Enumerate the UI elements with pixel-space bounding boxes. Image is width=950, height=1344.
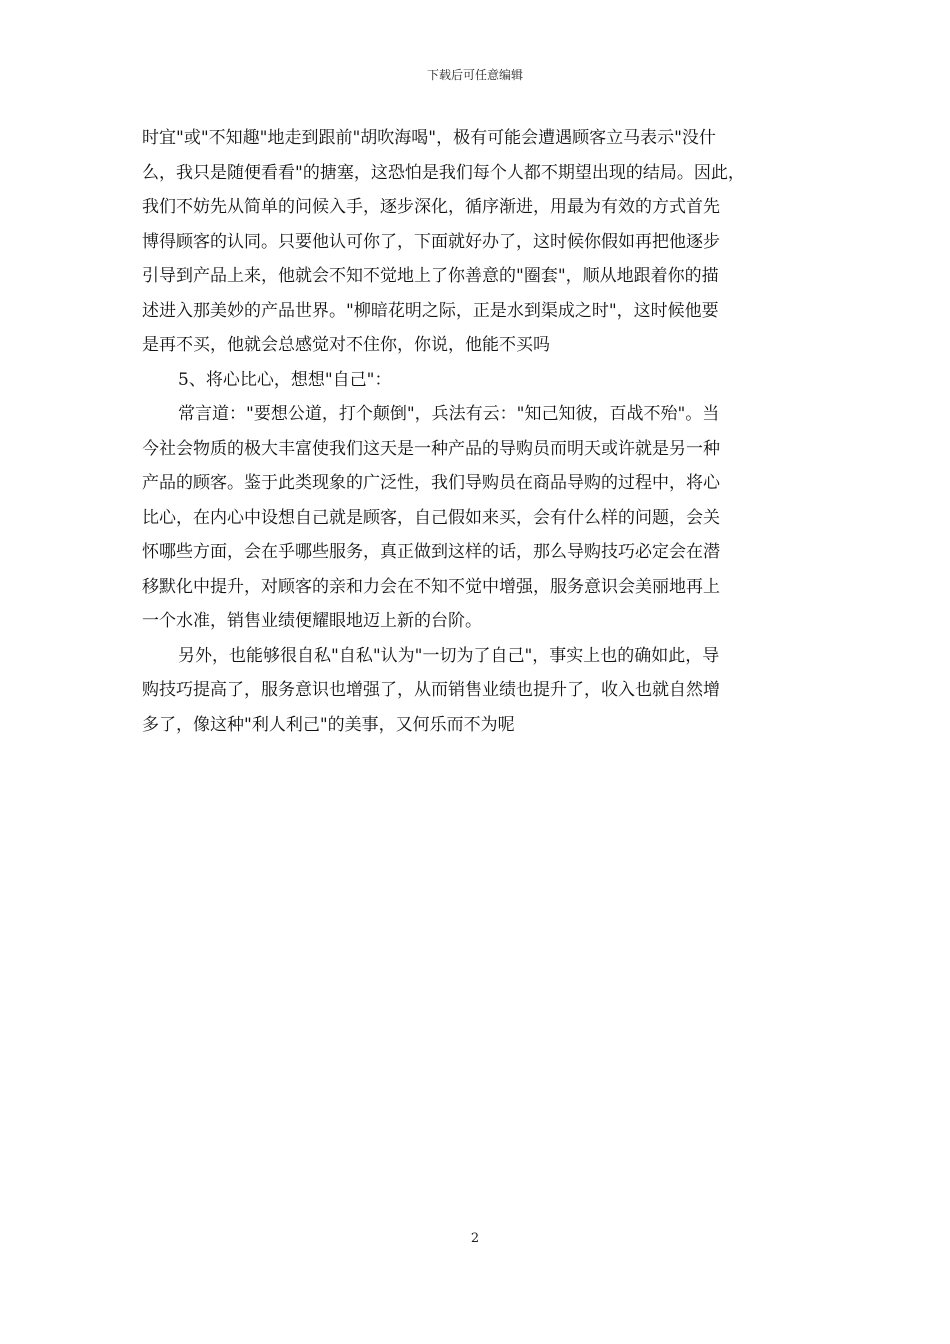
heading-line: 5、将心比心，想想"自己"：	[178, 369, 392, 390]
section-heading	[142, 363, 818, 398]
document-body	[142, 121, 818, 742]
text-line: 移默化中提升，对顾客的亲和力会在不知不觉中增强，服务意识会美丽地再上	[142, 576, 720, 597]
page-header: 下载后可任意编辑	[426, 68, 523, 82]
text-line: 比心，在内心中设想自己就是顾客，自己假如来买，会有什么样的问题，会关	[142, 507, 720, 528]
text-line: 产品的顾客。鉴于此类现象的广泛性，我们导购员在商品导购的过程中，将心	[142, 473, 720, 493]
paragraph	[142, 639, 818, 743]
text-line: 述进入那美妙的产品世界。"柳暗花明之际，正是水到渠成之时"，这时候他要	[142, 300, 719, 321]
text-line: 购技巧提高了，服务意识也增强了，从而销售业绩也提升了，收入也就自然增	[142, 680, 720, 700]
text-line: 时宜"或"不知趣"地走到跟前"胡吹海喝"，极有可能会遭遇顾客立马表示"没什	[142, 128, 716, 148]
text-line: 么，我只是随便看看"的搪塞，这恐怕是我们每个人都不期望出现的结局。因此，	[142, 162, 745, 183]
paragraph	[142, 397, 818, 639]
text-line: 博得顾客的认同。只要他认可你了，下面就好办了，这时候你假如再把他逐步	[142, 231, 720, 252]
text-line: 多了，像这种"利人利己"的美事，又何乐而不为呢	[142, 714, 515, 735]
text-line: 今社会物质的极大丰富使我们这天是一种产品的导购员而明天或许就是另一种	[142, 438, 720, 459]
paragraph-continued	[142, 121, 818, 363]
page-number: 2	[470, 1231, 480, 1246]
text-line: 我们不妨先从简单的问候入手，逐步深化，循序渐进，用最为有效的方式首先	[142, 197, 720, 217]
text-line: 一个水准，销售业绩便耀眼地迈上新的台阶。	[142, 611, 482, 631]
text-line: 是再不买，他就会总感觉对不住你，你说，他能不买吗	[142, 335, 550, 355]
text-line: 另外，也能够很自私"自私"认为"一切为了自己"，事实上也的确如此，导	[178, 645, 720, 666]
text-line: 怀哪些方面，会在乎哪些服务，真正做到这样的话，那么导购技巧必定会在潜	[142, 542, 720, 562]
text-line: 常言道："要想公道，打个颠倒"，兵法有云："知己知彼，百战不殆"。当	[178, 404, 720, 424]
text-line: 引导到产品上来，他就会不知不觉地上了你善意的"圈套"，顺从地跟着你的描	[142, 266, 719, 286]
